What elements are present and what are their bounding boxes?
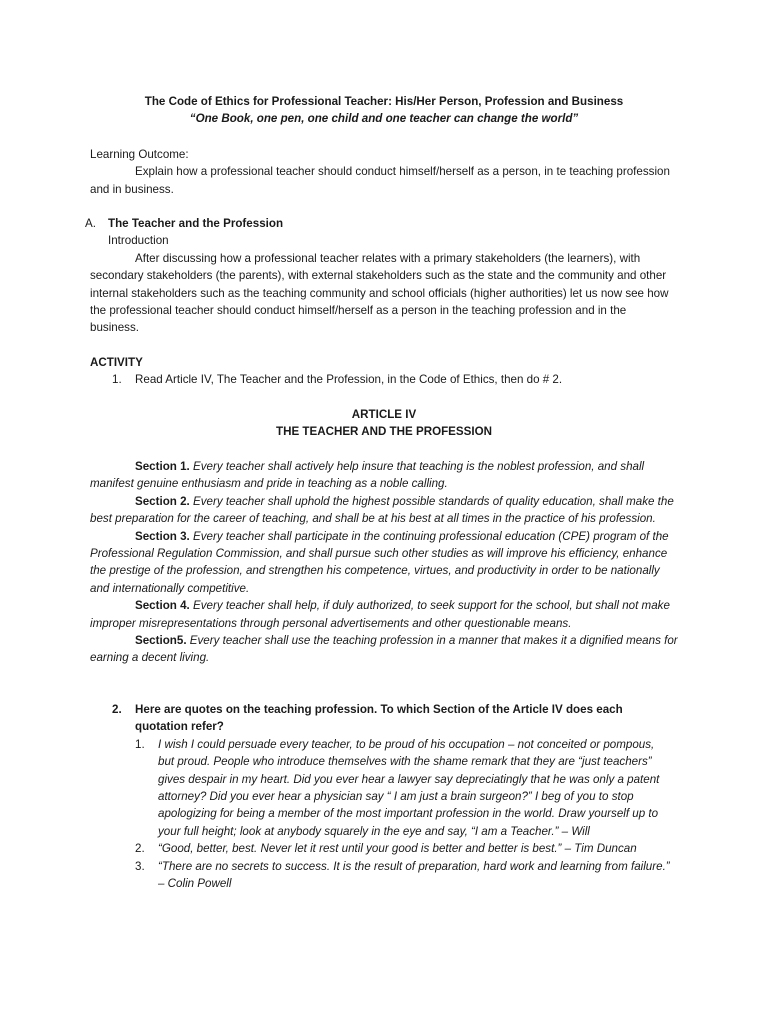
article-subtitle: THE TEACHER AND THE PROFESSION [275,425,492,439]
step-2-number: 2. [112,703,122,716]
article-title: ARTICLE IV [351,408,417,421]
activity-label: ACTIVITY [90,356,143,369]
section-a-intro: After discussing how a professional teacher relates with a primary stakeholders (the learners), with secondary stakeholders (the parents), with external stakeholders such as the state and the community and other internal stakeholders such as the teaching community and school officials (higher authorities) let us now see how the professional teacher should conduct himself/herself as a person in the teaching profession and in the business. [90,251,669,335]
section-2-label: Section 2. [135,494,190,508]
article-section-5 [90,632,678,667]
activity [90,354,670,389]
section-5-label: Section5. [135,634,187,648]
section-a [85,215,670,337]
activity-step-1-text: Read Article IV, The Teacher and the Profession, in the Code of Ethics, then do # 2. [135,373,563,387]
article-section-1 [90,458,678,493]
article-section-3 [90,528,678,598]
section-a-heading: The Teacher and the Profession [108,217,284,230]
article-sections [90,458,678,667]
activity-step-1-number: 1. [112,373,122,387]
title-block [60,93,708,128]
quote-1-number: 1. [135,737,145,751]
step-2 [90,701,670,892]
document-title: The Code of Ethics for Professional Teacher: His/Her Person, Profession and Business [144,95,624,108]
title-quote: “One Book, one pen, one child and one teacher can change the world” [189,112,579,126]
section-4-text: Every teacher shall help, if duly authorized, to seek support for the school, but shall not make improper misrepresentations through personal advertisements and other questionable means. [90,599,670,630]
article-heading [60,406,708,441]
section-5-text: Every teacher shall use the teaching profession in a manner that makes it a dignified means for earning a decent living. [90,634,678,665]
activity-step-1 [90,371,670,388]
step-2-text: Here are quotes on the teaching profession. To which Section of the Article IV does each quotation refer? [135,703,623,734]
learning-outcome-text: Explain how a professional teacher should conduct himself/herself as a person, in te teaching profession and in business. [90,165,670,196]
learning-outcome-label: Learning Outcome: [90,148,189,161]
quote-3-text: “There are no secrets to success. It is the result of preparation, hard work and learning from failure.” – Colin Powell [158,859,670,891]
section-3-text: Every teacher shall participate in the continuing professional education (CPE) program of the Professional Regulation Commission, and shall pursue such other studies as will improve his efficiency, enhance the prestige of the profession, and strengthen his competence, virtues, and productivity in order to be nationally and internationally competitive. [90,529,669,595]
section-1-label: Section 1. [135,460,190,473]
section-4-label: Section 4. [135,599,190,613]
quote-2-text: “Good, better, best. Never let it rest until your good is better and better is best.” – Tim Duncan [158,842,637,856]
article-section-2 [90,493,678,528]
quote-item-3 [90,858,670,893]
section-2-text: Every teacher shall uphold the highest possible standards of quality education, shall make the best preparation for the career of teaching, and shall be at his best at all times in the practice of his profession. [90,494,674,526]
article-section-4 [90,597,678,632]
learning-outcome [90,146,670,198]
quote-3-number: 3. [135,859,145,873]
quote-2-number: 2. [135,842,145,856]
section-a-subheading: Introduction [108,234,169,248]
section-3-label: Section 3. [135,529,190,543]
quote-1-text: I wish I could persuade every teacher, to be proud of his occupation – not conceited or pompous, but proud. People who introduce themselves with the shame remark that they are “just teachers” gives despair in my heart. Did you ever hear a lawyer say depreciatingly that he was only a patent attorney? Did you ever hear a physician say “ I am just a brain surgeon?” I beg of you to stop apologizing for being a member of the most important profession in the world. Draw yourself up to your full height; look at anybody squarely in the eye and say, “I am a Teacher.” – Will [158,737,660,838]
section-1-text: Every teacher shall actively help insure that teaching is the noblest profession, and shall manifest genuine enthusiasm and pride in teaching as a noble calling. [90,460,645,491]
section-a-heading-row [85,215,670,232]
step-2-question [90,701,670,736]
quote-item-1 [90,736,670,840]
quote-item-2 [90,840,670,857]
section-a-marker: A. [85,217,96,230]
